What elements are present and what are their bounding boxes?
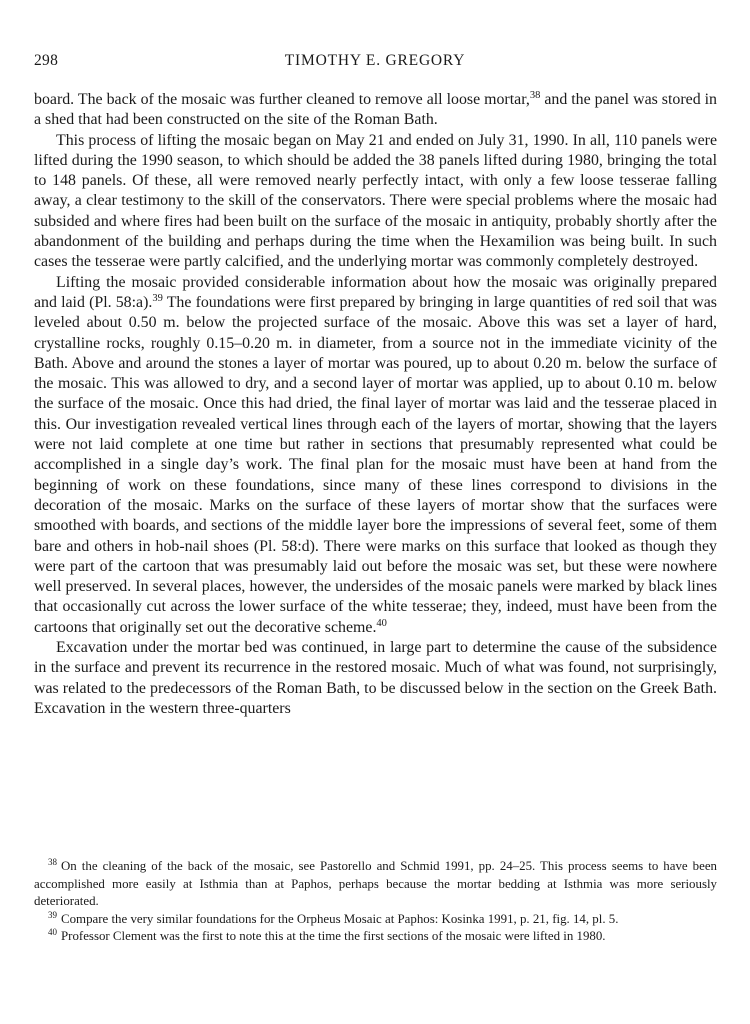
footnote [34,928,717,946]
paragraph [34,273,717,638]
footnote-text: Professor Clement was the first to note this at the time the first sections of the mosaic were lifted in 1980. [61,929,606,944]
footnotes [34,858,717,946]
body-text [34,90,717,719]
footnote-reference: 39 [152,292,163,304]
footnote-reference: 38 [529,90,541,101]
footnote-reference: 40 [376,617,387,629]
paragraph: This process of lifting the mosaic began on May 21 and ended on July 31, 1990. In all, 110 panels were lifted during the 1990 season, to which should be added the 38 panels lifted during 1980, bringing the total to 148 panels. Of these, all were removed nearly perfectly intact, with only a few loose tesserae falling away, a clear testimony to the skill of the conservators. There were special problems where the mosaic had subsided and where fires had been built on the surface of the mosaic in antiquity, probably shortly after the abandonment of the building and perhaps during the time when the Hexamilion was being built. In such cases the tesserae were partly calcified, and the underlying mortar was commonly completely destroyed. [34,131,717,271]
paragraph-text: and the panel was stored in a shed that had been constructed on the site of the Roman Bath. [34,91,718,129]
footnote-text: Compare the very similar foundations for the Orpheus Mosaic at Paphos: Kosinka 1991, p. 21, fig. 14, pl. 5. [61,911,619,926]
footnote-text: On the cleaning of the back of the mosaic, see Pastorello and Schmid 1991, pp. 24–25. This process seems to have been accomplished more easily at Isthmia than at Paphos, perhaps because the mortar bedding at Isthmia was more seriously deteriorated. [34,859,717,909]
footnote-mark: 40 [48,927,57,938]
paragraph-text: The foundations were first prepared by bringing in large quantities of red soil that was leveled about 0.50 m. below the projected surface of the mosaic. Above this was set a layer of hard, crystalline rocks, roughly 0.15–0.20 m. in diameter, from a source not in the immediate vicinity of the Bath. Above and around the stones a layer of mortar was poured, up to about 0.20 m. below the surface of the mosaic. This was allowed to dry, and a second layer of mortar was applied, up to about 0.10 m. below the surface of the mosaic. Once this had dried, the final layer of mortar was laid and the tesserae placed in this. Our investigation revealed vertical lines through each of the layers of mortar, showing that the layers were not laid complete at one time but rather in sections that presumably represented what could be accomplished in a single day’s work. The final plan for the mosaic must have been at hand from the beginning of work on these foundations, since many of these lines correspond to divisions in the decoration of the mosaic. Marks on the surface of these layers of mortar show that the surfaces were smoothed with boards, and sections of the middle layer bore the impressions of several feet, some of them bare and others in hob-nail shoes (Pl. 58:d). There were marks on this surface that looked as though they were part of the cartoon that was presumably laid out before the mosaic was set, but these were nowhere well preserved. In several places, however, the undersides of the mosaic panels were marked by black lines that occasionally cut across the lower surface of the white tesserae; they, indeed, must have been from the cartoons that originally set out the decorative scheme. [34,293,717,636]
footnote [34,858,717,911]
paragraph-text: Lifting the mosaic provided considerable information about how the mosaic was originally prepared and laid (Pl. 58:a). [34,273,717,311]
footnote-mark: 38 [48,857,57,867]
paragraph-text: board. The back of the mosaic was further cleaned to remove all loose mortar, [34,91,530,108]
page-header [34,52,716,74]
paragraph [34,90,717,131]
page-number: 298 [34,52,59,69]
paragraph: Excavation under the mortar bed was continued, in large part to determine the cause of the subsidence in the surface and prevent its recurrence in the restored mosaic. Much of what was found, not surprisingly, was related to the predecessors of the Roman Bath, to be discussed below in the section on the Greek Bath. Excavation in the western three-quarters [34,639,717,717]
footnote [34,911,717,929]
running-head: TIMOTHY E. GREGORY [284,52,466,69]
footnote-mark: 39 [48,909,57,920]
